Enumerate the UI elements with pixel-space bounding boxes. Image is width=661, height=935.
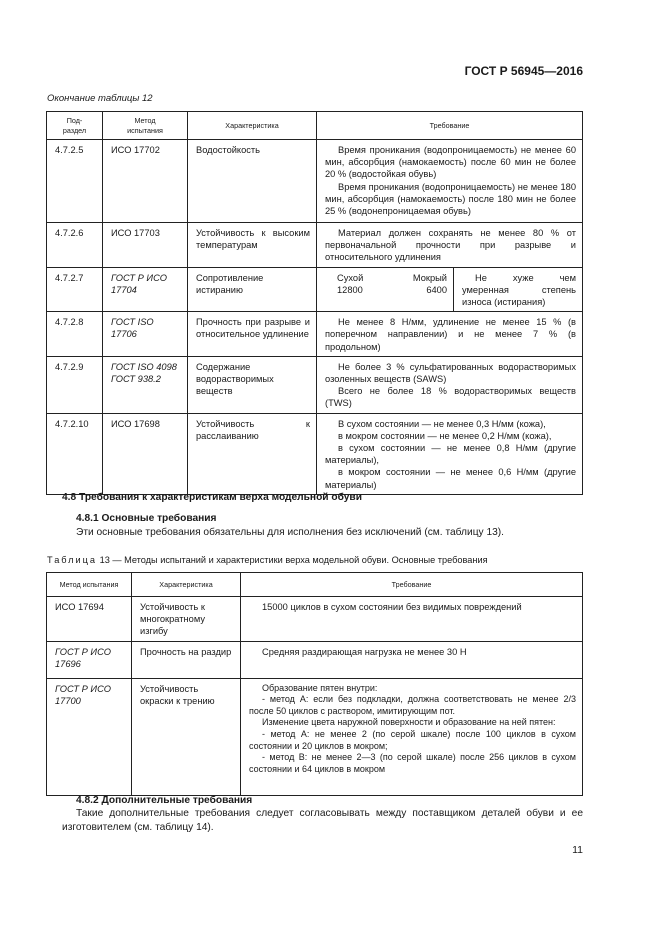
- cell-method: ГОСТ ISO 4098 ГОСТ 938.2: [103, 356, 188, 413]
- cell-requirement: [241, 597, 583, 642]
- table-header-row: [47, 112, 583, 140]
- cell-requirement: [317, 312, 583, 357]
- requirement-line: - метод А: не менее 2 (по серой шкале) после 100 циклов в сухом состоянии и 20 циклов в мокром;: [249, 728, 576, 751]
- wet-label: Мокрый: [412, 272, 447, 283]
- section-4-8-2-text: Такие дополнительные требования следует согласовывать между поставщиком деталей обуви и ее изготовителем (см. таблицу 14).: [62, 808, 583, 834]
- section-4-8-title: 4.8 Требования к характеристикам верха модельной обуви: [62, 492, 362, 503]
- requirement-line: в мокром состоянии — не менее 0,6 Н/мм (другие материалы): [325, 467, 576, 490]
- header-characteristic: Характеристика: [188, 112, 317, 140]
- requirement-line: Средняя раздирающая нагрузка не менее 30 Н: [262, 646, 467, 657]
- requirement-line: в сухом состоянии — не менее 0,8 Н/мм (другие материалы),: [325, 443, 576, 466]
- table-header-row: [47, 573, 583, 597]
- table-13-caption: Таблица 13 — Методы испытаний и характеристики верха модельной обуви. Основные требования: [47, 555, 488, 565]
- cell-characteristic: Устойчивость к многократному изгибу: [132, 597, 241, 642]
- abrasion-values: [317, 268, 454, 312]
- cell-method: ГОСТ Р ИСО 17700: [47, 678, 132, 795]
- header-method: Метод испытания: [47, 573, 132, 597]
- requirement-line: Не более 3 % сульфатированных водорастворимых озоленных веществ (SAWS): [325, 361, 576, 385]
- table-12-caption: Окончание таблицы 12: [47, 93, 153, 104]
- document-header: ГОСТ Р 56945—2016: [464, 64, 583, 78]
- cell-characteristic: Содержание водорастворимых веществ: [188, 356, 317, 413]
- cell-requirement: [317, 356, 583, 413]
- section-4-8-2-title: 4.8.2 Дополнительные требования: [76, 795, 253, 806]
- header-subsection: Под- раздел: [47, 112, 103, 140]
- table-row: [47, 678, 583, 795]
- table-row: [47, 641, 583, 678]
- cell-requirement: [241, 678, 583, 795]
- cell-subsection: 4.7.2.8: [47, 312, 103, 357]
- requirement-line: 15000 циклов в сухом состоянии без видимых повреждений: [262, 602, 522, 612]
- table-row: [47, 312, 583, 357]
- cell-requirement: [241, 641, 583, 678]
- cell-method: ГОСТ Р ИСО 17696: [47, 641, 132, 678]
- cell-requirement: [317, 413, 583, 494]
- cell-subsection: 4.7.2.5: [47, 140, 103, 223]
- requirement-line: Образование пятен внутри:: [262, 682, 378, 693]
- abrasion-note: Не хуже чем умеренная степень износа (истирания): [462, 272, 576, 308]
- requirement-line: Время проникания (водопроницаемость) не менее 60 мин, абсорбция (намокаемость) после 60 мин не более 20 % (водостойкая обувь): [325, 145, 576, 180]
- cell-requirement: [317, 140, 583, 223]
- cell-characteristic: Сопротивление истиранию: [188, 267, 317, 312]
- cell-subsection: 4.7.2.9: [47, 356, 103, 413]
- requirement-line: Всего не более 18 % водорастворимых веществ (TWS): [325, 386, 576, 409]
- table-13: [46, 572, 583, 796]
- dry-label: Сухой: [337, 272, 364, 283]
- table-row: [47, 223, 583, 268]
- cell-method: ГОСТ Р ИСО 17704: [103, 267, 188, 312]
- wet-value: 6400: [426, 284, 447, 295]
- cell-method: ИСО 17698: [103, 413, 188, 494]
- cell-method: ГОСТ ISO 17706: [103, 312, 188, 357]
- requirement-line: Не менее 8 Н/мм, удлинение не менее 15 % (в поперечном направлении) и не менее 7 % (в продольном): [325, 317, 576, 352]
- requirement-line: В сухом состоянии — не менее 0,3 Н/мм (кожа),: [338, 418, 546, 429]
- header-method: Метод испытания: [103, 112, 188, 140]
- requirement-line: Изменение цвета наружной поверхности и образование на ней пятен:: [262, 717, 556, 728]
- abrasion-subtable: [317, 268, 582, 312]
- cell-characteristic: Прочность при разрыве и относительное удлинение: [188, 312, 317, 357]
- cell-method: ИСО 17703: [103, 223, 188, 268]
- requirement-line: в мокром состоянии — не менее 0,2 Н/мм (кожа),: [338, 430, 552, 441]
- cell-characteristic: Устойчивость окраски к трению: [132, 678, 241, 795]
- requirement-line: - метод А: если без подкладки, должна соответствовать не менее 2/3 после 50 циклов с раствором, имитирующим пот.: [249, 694, 576, 716]
- cell-characteristic: Устойчивость к расслаиванию: [188, 413, 317, 494]
- cell-characteristic: Водостойкость: [188, 140, 317, 223]
- page-number: 11: [572, 844, 583, 856]
- cell-subsection: 4.7.2.6: [47, 223, 103, 268]
- table-row: [47, 140, 583, 223]
- cell-subsection: 4.7.2.7: [47, 267, 103, 312]
- cell-characteristic: Устойчивость к высоким температурам: [188, 223, 317, 268]
- section-4-8-1-title: 4.8.1 Основные требования: [76, 513, 217, 524]
- dry-value: 12800: [337, 284, 363, 295]
- table-row: [47, 413, 583, 494]
- header-requirement: Требование: [241, 573, 583, 597]
- cell-method: ИСО 17702: [103, 140, 188, 223]
- requirement-line: - метод В: не менее 2—3 (по серой шкале) после 256 циклов в сухом состоянии и 64 циклов в мокром: [249, 752, 576, 774]
- requirement-line: Время проникания (водопроницаемость) не менее 180 мин, абсорбция (намокаемость) после 180 мин не более 25 % (водонепроницаемая обувь): [325, 181, 576, 217]
- table-row: [47, 597, 583, 642]
- cell-method: ИСО 17694: [47, 597, 132, 642]
- header-requirement: Требование: [317, 112, 583, 140]
- requirement-line: Материал должен сохранять не менее 80 % от первоначальной прочности при разрыве и относительного удлинения: [325, 228, 576, 263]
- cell-subsection: 4.7.2.10: [47, 413, 103, 494]
- header-characteristic: Характеристика: [132, 573, 241, 597]
- table-row: [47, 267, 583, 312]
- cell-requirement: [317, 267, 583, 312]
- cell-requirement: [317, 223, 583, 268]
- table-12: [46, 111, 583, 495]
- section-4-8-1-text: Эти основные требования обязательны для исполнения без исключений (см. таблицу 13).: [76, 527, 505, 538]
- cell-characteristic: Прочность на раздир: [132, 641, 241, 678]
- table-row: [47, 356, 583, 413]
